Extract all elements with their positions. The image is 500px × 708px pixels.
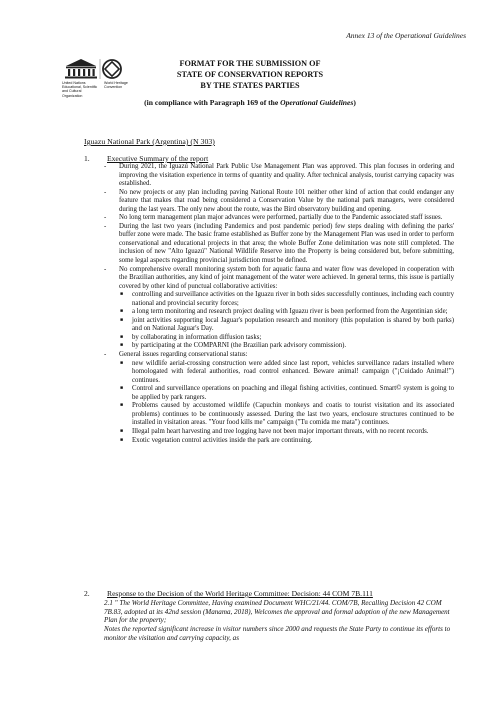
section-title: Response to the Decision of the World Heritage Committee: Decision: 44 COM 7B.111 xyxy=(107,589,373,598)
summary-item: - During 2021, the Iguazú National Park Public Use Management Plan was approved. This plan focuses in ordering and improving the visitation experience in terms of quantity and quality. After technical analysis, tourist carrying capacity was established. xyxy=(104,163,454,188)
whc-text: World Heritage Convention xyxy=(104,81,128,90)
quote-paragraph: 2.1 " The World Heritage Committee, Having examined Document WHC/21/44. COM/7B, Recalling Decision 42 COM 7B.83, adopted at its 42nd session (Manama, 2018), Welcomes the approval and formal adoption of the new Management Plan for the property; xyxy=(104,599,450,625)
compliance-prefix: (in compliance with Paragraph 169 of the xyxy=(144,98,281,107)
sub-item: ■ controlling and surveillance activities on the Iguazu river in both sides successfully continues, including each country national and provincial security forces; xyxy=(120,291,454,307)
unesco-org-text: United Nations Educational, Scientific and Cultural Organization xyxy=(62,81,98,98)
decision-quote xyxy=(104,599,460,643)
section-title: Executive Summary of the report xyxy=(107,154,209,163)
summary-item: - No comprehensive overall monitoring system both for aquatic fauna and water flow was developed in cooperation with the Brazilian authorities, any kind of joint management of the water were achieved. In general terms, this issue is partially covered by other kind of punctual collaborative activities: xyxy=(104,265,454,290)
summary-item: - No long term management plan major advances were performed, partially due to the Pandemic associated staff issues. xyxy=(104,214,443,222)
title-line: FORMAT FOR THE SUBMISSION OF xyxy=(179,59,321,68)
sub-item: ■ Exotic vegetation control activities inside the park are continuing. xyxy=(120,436,313,444)
section-1-body xyxy=(104,163,454,445)
document-title xyxy=(0,58,500,91)
compliance-note xyxy=(0,98,500,107)
site-heading: Iguazu National Park (Argentina) (N 303) xyxy=(84,137,215,146)
summary-item: - No new projects or any plan including paving National Route 101 neither other kind of action that could endanger any feature that makes that road being considered a Conservation Value by the national park managers, were considered during the last years. The only new about the route, was the Bird observatory building and opening. xyxy=(104,188,454,213)
sub-item: ■ Problems caused by accustomed wildlife (Capuchin monkeys and coatis to tourist visitation and its associated problems) continues to be continuously assessed. During the last two years, enclosure structures continued to be installed in visitation areas. "Your food kills me" campaign ("Tu comida me mata") continues. xyxy=(120,402,454,427)
sub-item: ■ a long term monitoring and research project dealing with Iguazu river is been performed from the Argentinian side; xyxy=(120,308,448,316)
title-line: STATE OF CONSERVATION REPORTS xyxy=(176,70,324,79)
sub-item: ■ Illegal palm heart harvesting and tree logging have not been major important threats, with no recent records. xyxy=(120,427,429,435)
sub-item: ■ by participating at the COMPARNI (the Brazilian park advisory commission). xyxy=(120,342,347,350)
quote-paragraph: Notes the reported significant increase in visitor numbers since 2000 and requests the State Party to continue its efforts to monitor the visitation and carrying capacity, as xyxy=(104,625,451,642)
sub-item: ■ Control and surveillance operations on poaching and illegal fishing activities, continued. Smart© system is going to be applied by park rangers. xyxy=(120,385,454,401)
compliance-italic: Operational Guidelines xyxy=(280,98,354,107)
section-number: 1. xyxy=(84,154,90,163)
sub-item: ■ joint activities supporting local Jaguar's population research and monitory (this population is shared by both parks) and on National Jaguar's Day. xyxy=(120,316,454,333)
title-line: BY THE STATES PARTIES xyxy=(200,81,300,90)
compliance-suffix: ) xyxy=(353,98,356,107)
section-number: 2. xyxy=(84,589,90,598)
summary-item: - During the last two years (including Pandemics and post pandemic period) few steps dealing with defining the parks' buffer zone were made. The basic frame established as Buffer zone by the Management Plan was used in order to perform conservational and educational projects in that area; the whole Buffer Zone delimitation was note still completed. The inclusion of new "Alto Iguazú" National Wildlife Reserve into the Property is being considered but, before submitting, some legal aspects regarding provincial jurisdiction must be defined. xyxy=(104,222,454,265)
sub-item: ■ new wildlife aerial-crossing construction were added since last report, vehicles surveillance radars installed where homologated with federal authorities, road control enhanced. Beware animal! campaign ("¡Cuidado Animal!") continues. xyxy=(120,359,454,384)
summary-item: - General issues regarding conservational status: xyxy=(104,351,248,359)
sub-item: ■ by collaborating in information diffusion tasks; xyxy=(120,333,262,341)
annex-label: Annex 13 of the Operational Guidelines xyxy=(346,31,466,40)
